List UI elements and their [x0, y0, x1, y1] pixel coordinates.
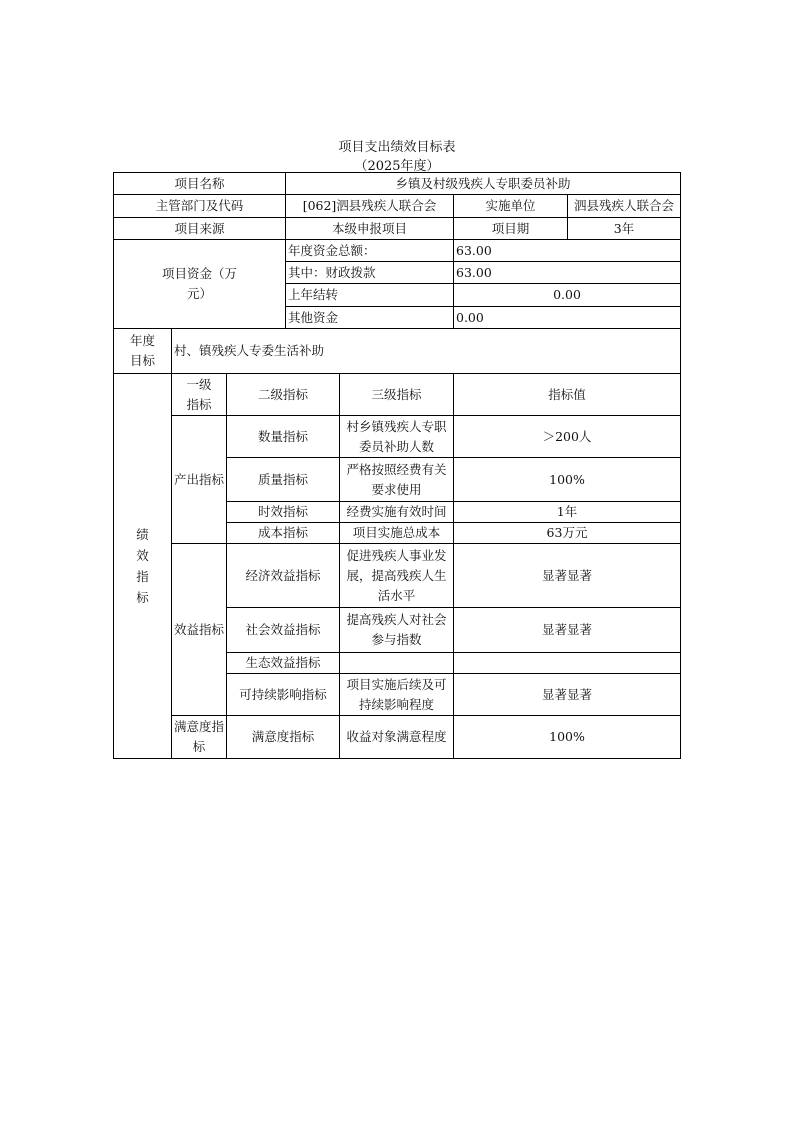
source-value: 本级申报项目: [286, 218, 454, 240]
funds-carryover-value: 0.00: [454, 284, 681, 307]
satisfaction-label: 满意度指标: [172, 716, 227, 759]
row-value: 63万元: [454, 523, 681, 544]
row-l3: 提高残疾人对社会参与指数: [340, 608, 454, 653]
row-l2: 可持续影响指标: [227, 674, 340, 716]
row-l2: 成本指标: [227, 523, 340, 544]
output-label: 产出指标: [172, 416, 227, 544]
header-l1: 一级指标: [172, 374, 227, 416]
annual-goal-label: 年度目标: [114, 329, 172, 374]
row-value: 显著显著: [454, 608, 681, 653]
row-value: 显著显著: [454, 544, 681, 608]
header-l3: 三级指标: [340, 374, 454, 416]
period-value: 3年: [568, 218, 681, 240]
header-value: 指标值: [454, 374, 681, 416]
dept-label: 主管部门及代码: [114, 195, 286, 218]
row-l3: 促进残疾人事业发展，提高残疾人生活水平: [340, 544, 454, 608]
row-value: 显著显著: [454, 674, 681, 716]
row-value: 100%: [454, 716, 681, 759]
funds-total-value: 63.00: [454, 240, 681, 262]
benefit-label: 效益指标: [172, 544, 227, 716]
dept-value: [062]泗县残疾人联合会: [286, 195, 454, 218]
row-l3: 严格按照经费有关要求使用: [340, 458, 454, 502]
row-l3: 项目实施后续及可持续影响程度: [340, 674, 454, 716]
row-value: 100%: [454, 458, 681, 502]
period-label: 项目期: [454, 218, 568, 240]
row-l3: [340, 653, 454, 674]
row-value: 1年: [454, 502, 681, 523]
row-l2: 满意度指标: [227, 716, 340, 759]
row-l2: 质量指标: [227, 458, 340, 502]
table-title: 项目支出绩效目标表: [338, 140, 456, 155]
impl-unit-label: 实施单位: [454, 195, 568, 218]
impl-unit-value: 泗县残疾人联合会: [568, 195, 681, 218]
funds-other-label: 其他资金: [286, 307, 454, 329]
project-name-label: 项目名称: [114, 173, 286, 195]
row-l2: 经济效益指标: [227, 544, 340, 608]
perf-label: 绩效指标: [114, 374, 172, 759]
funds-total-label: 年度资金总额：: [286, 240, 454, 262]
row-value: [454, 653, 681, 674]
funds-carryover-label: 上年结转: [286, 284, 454, 307]
funds-label: 项目资金（万元）: [114, 240, 286, 329]
row-l2: 社会效益指标: [227, 608, 340, 653]
table-year: （2025年度）: [354, 159, 440, 174]
performance-target-table: [113, 172, 681, 759]
funds-other-value: 0.00: [454, 307, 681, 329]
funds-fiscal-value: 63.00: [454, 262, 681, 284]
row-l3: 经费实施有效时间: [340, 502, 454, 523]
funds-fiscal-label: 其中：财政拨款: [286, 262, 454, 284]
row-l3: 项目实施总成本: [340, 523, 454, 544]
row-l3: 村乡镇残疾人专职委员补助人数: [340, 416, 454, 458]
project-name-value: 乡镇及村级残疾人专职委员补助: [286, 173, 681, 195]
row-l2: 时效指标: [227, 502, 340, 523]
row-l3: 收益对象满意程度: [340, 716, 454, 759]
annual-goal-value: 村、镇残疾人专委生活补助: [172, 329, 681, 374]
source-label: 项目来源: [114, 218, 286, 240]
row-l2: 数量指标: [227, 416, 340, 458]
row-l2: 生态效益指标: [227, 653, 340, 674]
row-value: ＞200人: [454, 416, 681, 458]
header-l2: 二级指标: [227, 374, 340, 416]
